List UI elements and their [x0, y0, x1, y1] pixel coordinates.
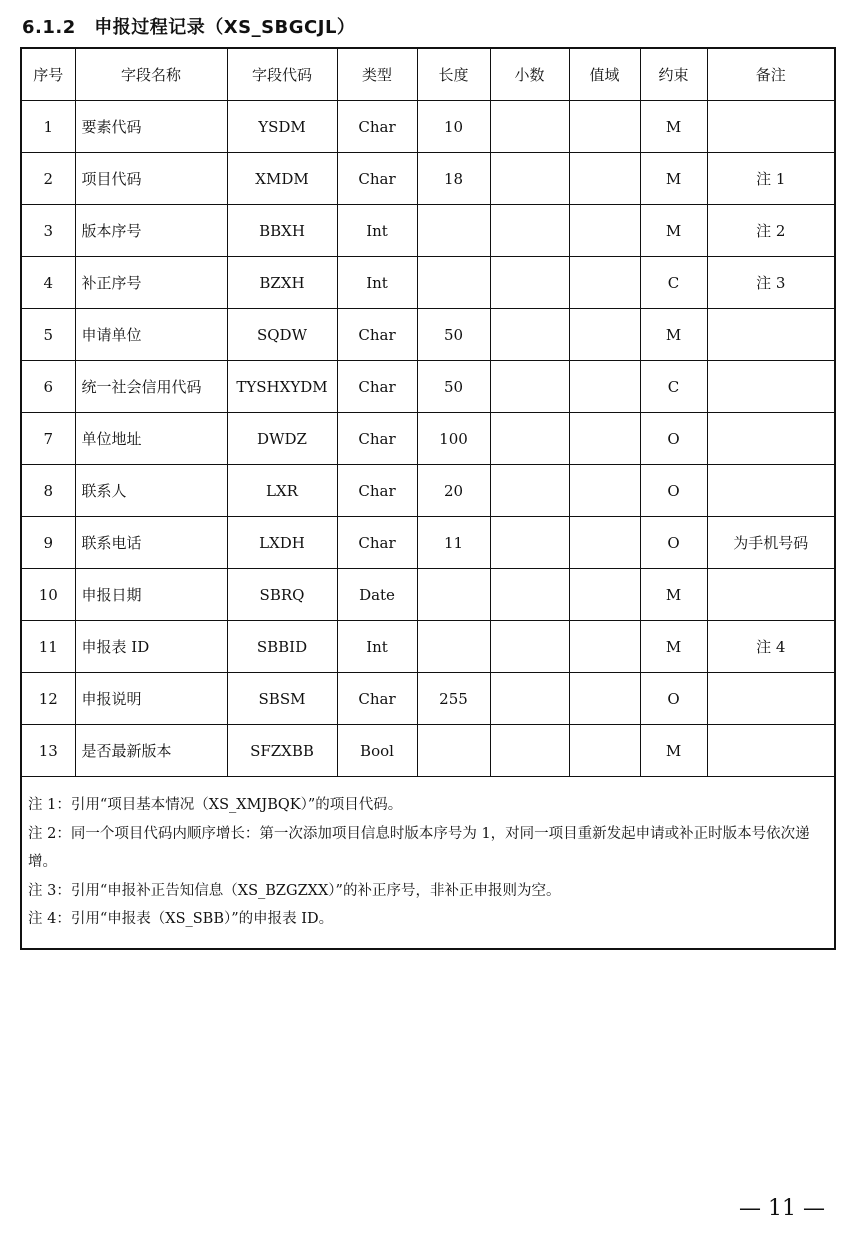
- cell-domain: [569, 309, 640, 361]
- cell-index: 2: [21, 153, 75, 205]
- cell-domain: [569, 413, 640, 465]
- cell-remark: [707, 413, 835, 465]
- cell-field-name: 联系人: [75, 465, 227, 517]
- cell-index: 1: [21, 101, 75, 153]
- cell-field-name: 申报说明: [75, 673, 227, 725]
- table-row: [21, 725, 835, 777]
- cell-type: Int: [337, 621, 417, 673]
- cell-length: [417, 725, 490, 777]
- cell-field-name: 要素代码: [75, 101, 227, 153]
- cell-type: Char: [337, 153, 417, 205]
- cell-type: Int: [337, 205, 417, 257]
- cell-field-code: DWDZ: [227, 413, 337, 465]
- table-row: [21, 309, 835, 361]
- cell-field-code: SBSM: [227, 673, 337, 725]
- cell-field-name: 申报日期: [75, 569, 227, 621]
- column-header-index: 序号: [21, 48, 75, 101]
- cell-constraint: M: [640, 725, 707, 777]
- cell-length: [417, 205, 490, 257]
- cell-type: Char: [337, 465, 417, 517]
- cell-domain: [569, 673, 640, 725]
- note-line: 注 4：引用“申报表（XS_SBB）”的申报表 ID。: [28, 911, 334, 927]
- cell-remark: 注 1: [707, 153, 835, 205]
- note-line: 注 1：引用“项目基本情况（XS_XMJBQK）”的项目代码。: [28, 797, 403, 813]
- cell-type: Char: [337, 413, 417, 465]
- cell-length: 255: [417, 673, 490, 725]
- cell-length: 10: [417, 101, 490, 153]
- column-header-field-name: 字段名称: [75, 48, 227, 101]
- cell-remark: 注 3: [707, 257, 835, 309]
- cell-length: [417, 569, 490, 621]
- notes-row: [21, 777, 835, 949]
- cell-index: 3: [21, 205, 75, 257]
- cell-remark: [707, 361, 835, 413]
- cell-type: Bool: [337, 725, 417, 777]
- cell-type: Char: [337, 101, 417, 153]
- cell-type: Date: [337, 569, 417, 621]
- cell-field-name: 补正序号: [75, 257, 227, 309]
- cell-remark: 注 2: [707, 205, 835, 257]
- cell-decimal: [490, 465, 569, 517]
- cell-index: 7: [21, 413, 75, 465]
- cell-length: 100: [417, 413, 490, 465]
- cell-remark: [707, 309, 835, 361]
- column-header-decimal: 小数: [490, 48, 569, 101]
- cell-domain: [569, 101, 640, 153]
- cell-length: 50: [417, 309, 490, 361]
- cell-index: 4: [21, 257, 75, 309]
- cell-constraint: M: [640, 153, 707, 205]
- cell-decimal: [490, 569, 569, 621]
- cell-length: 18: [417, 153, 490, 205]
- table-row: [21, 621, 835, 673]
- cell-remark: [707, 725, 835, 777]
- cell-domain: [569, 517, 640, 569]
- cell-field-name: 单位地址: [75, 413, 227, 465]
- cell-constraint: C: [640, 257, 707, 309]
- cell-domain: [569, 361, 640, 413]
- cell-type: Char: [337, 361, 417, 413]
- cell-remark: [707, 569, 835, 621]
- cell-domain: [569, 569, 640, 621]
- column-header-field-code: 字段代码: [227, 48, 337, 101]
- cell-constraint: O: [640, 413, 707, 465]
- cell-decimal: [490, 101, 569, 153]
- note-line: 注 2：同一个项目代码内顺序增长：第一次添加项目信息时版本序号为 1，对同一项目重新发起申请或补正时版本号依次递增。: [28, 825, 810, 870]
- cell-index: 5: [21, 309, 75, 361]
- cell-length: [417, 621, 490, 673]
- table-row: [21, 153, 835, 205]
- cell-index: 6: [21, 361, 75, 413]
- cell-index: 10: [21, 569, 75, 621]
- cell-field-code: XMDM: [227, 153, 337, 205]
- cell-field-code: BZXH: [227, 257, 337, 309]
- table-row: [21, 205, 835, 257]
- column-header-remark: 备注: [707, 48, 835, 101]
- cell-domain: [569, 153, 640, 205]
- cell-constraint: M: [640, 621, 707, 673]
- section-heading: 6.1.2 申报过程记录（XS_SBGCJL）: [22, 17, 356, 38]
- cell-field-name: 统一社会信用代码: [75, 361, 227, 413]
- cell-index: 11: [21, 621, 75, 673]
- cell-field-name: 版本序号: [75, 205, 227, 257]
- table-row: [21, 413, 835, 465]
- table-row: [21, 101, 835, 153]
- cell-decimal: [490, 725, 569, 777]
- notes-cell: [21, 777, 835, 949]
- cell-length: 11: [417, 517, 490, 569]
- cell-field-code: TYSHXYDM: [227, 361, 337, 413]
- cell-domain: [569, 621, 640, 673]
- cell-field-name: 申报表 ID: [75, 621, 227, 673]
- cell-field-code: BBXH: [227, 205, 337, 257]
- cell-domain: [569, 725, 640, 777]
- cell-type: Char: [337, 673, 417, 725]
- cell-constraint: M: [640, 101, 707, 153]
- cell-constraint: C: [640, 361, 707, 413]
- cell-field-code: LXDH: [227, 517, 337, 569]
- cell-field-code: SBRQ: [227, 569, 337, 621]
- page-number: — 11 —: [739, 1196, 825, 1221]
- cell-constraint: O: [640, 465, 707, 517]
- cell-type: Int: [337, 257, 417, 309]
- table-row: [21, 361, 835, 413]
- cell-type: Char: [337, 517, 417, 569]
- cell-constraint: M: [640, 569, 707, 621]
- cell-constraint: O: [640, 673, 707, 725]
- table-row: [21, 517, 835, 569]
- column-header-domain: 值域: [569, 48, 640, 101]
- cell-field-name: 项目代码: [75, 153, 227, 205]
- column-header-type: 类型: [337, 48, 417, 101]
- cell-remark: 为手机号码: [707, 517, 835, 569]
- column-header-length: 长度: [417, 48, 490, 101]
- note-line: 注 3：引用“申报补正告知信息（XS_BZGZXX）”的补正序号，非补正申报则为空。: [28, 882, 561, 899]
- cell-decimal: [490, 413, 569, 465]
- cell-domain: [569, 465, 640, 517]
- cell-field-name: 联系电话: [75, 517, 227, 569]
- cell-field-code: LXR: [227, 465, 337, 517]
- cell-decimal: [490, 257, 569, 309]
- cell-constraint: M: [640, 309, 707, 361]
- cell-field-name: 申请单位: [75, 309, 227, 361]
- cell-index: 9: [21, 517, 75, 569]
- table-row: [21, 569, 835, 621]
- table-row: [21, 673, 835, 725]
- cell-remark: 注 4: [707, 621, 835, 673]
- cell-field-code: SQDW: [227, 309, 337, 361]
- cell-index: 8: [21, 465, 75, 517]
- cell-decimal: [490, 361, 569, 413]
- cell-remark: [707, 465, 835, 517]
- cell-length: 20: [417, 465, 490, 517]
- cell-constraint: O: [640, 517, 707, 569]
- cell-decimal: [490, 517, 569, 569]
- cell-remark: [707, 673, 835, 725]
- cell-field-code: SFZXBB: [227, 725, 337, 777]
- table-row: [21, 465, 835, 517]
- cell-decimal: [490, 621, 569, 673]
- cell-domain: [569, 205, 640, 257]
- cell-length: 50: [417, 361, 490, 413]
- cell-decimal: [490, 153, 569, 205]
- cell-field-code: SBBID: [227, 621, 337, 673]
- cell-remark: [707, 101, 835, 153]
- field-table: [20, 47, 836, 950]
- cell-field-code: YSDM: [227, 101, 337, 153]
- cell-field-name: 是否最新版本: [75, 725, 227, 777]
- cell-decimal: [490, 309, 569, 361]
- cell-decimal: [490, 673, 569, 725]
- cell-decimal: [490, 205, 569, 257]
- cell-type: Char: [337, 309, 417, 361]
- table-header-row: [21, 48, 835, 101]
- table-row: [21, 257, 835, 309]
- cell-length: [417, 257, 490, 309]
- cell-constraint: M: [640, 205, 707, 257]
- cell-domain: [569, 257, 640, 309]
- cell-index: 12: [21, 673, 75, 725]
- column-header-constraint: 约束: [640, 48, 707, 101]
- cell-index: 13: [21, 725, 75, 777]
